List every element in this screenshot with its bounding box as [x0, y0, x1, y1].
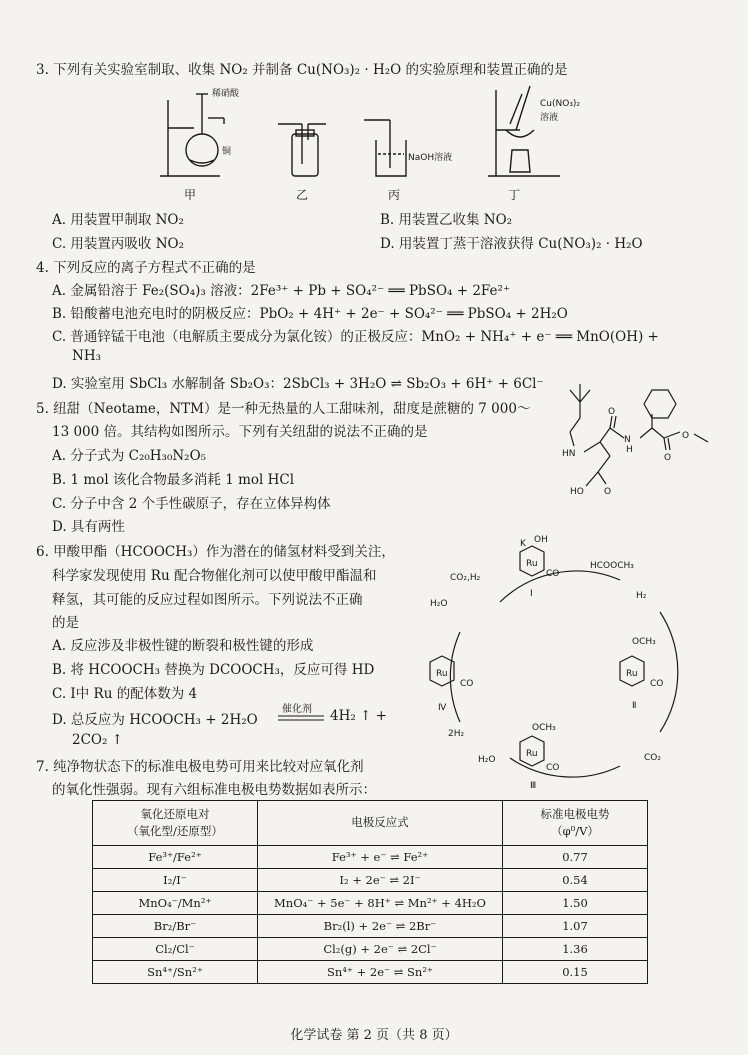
- roman-2: Ⅱ: [632, 701, 637, 711]
- label-h2o-bottom: H₂O: [478, 755, 496, 765]
- q4-option-c-cont: NH₃: [72, 348, 101, 364]
- table-row: I₂/I⁻ I₂ + 2e⁻ ⇌ 2I⁻ 0.54: [93, 869, 648, 892]
- label-naoh: NaOH溶液: [408, 153, 453, 163]
- q3-stem: 3. 下列有关实验室制取、收集 NO₂ 并制备 Cu(NO₃)₂ · H₂O 的实验原理和装置正确的是: [36, 62, 568, 78]
- apparatus-bing: [364, 120, 406, 176]
- potential-table: [92, 800, 648, 984]
- q5-option-a: A. 分子式为 C₂₀H₃₀N₂O₅: [52, 448, 207, 464]
- roman-4: Ⅳ: [438, 703, 447, 713]
- q6-option-d-catalyst: 催化剂: [282, 704, 312, 715]
- q5-option-c: C. 分子中含 2 个手性碳原子，存在立体异构体: [52, 496, 331, 512]
- equilibrium-arrow: [278, 714, 326, 722]
- oh-1: OH: [534, 535, 548, 545]
- q6-stem-line4: 的是: [52, 615, 79, 631]
- q3-option-d: D. 用装置丁蒸干溶液获得 Cu(NO₃)₂ · H₂O: [380, 236, 643, 252]
- table-row: MnO₄⁻/Mn²⁺ MnO₄⁻ + 5e⁻ + 8H⁺ ⇌ Mn²⁺ + 4H₂O 1.50: [93, 892, 648, 915]
- ru-4: Ru: [436, 669, 448, 679]
- co-3: CO: [546, 763, 560, 773]
- roman-3: Ⅲ: [530, 781, 537, 791]
- label-h2-right: H₂: [636, 591, 647, 601]
- caption-yi: 乙: [295, 188, 308, 202]
- apparatus-yi: [278, 124, 326, 176]
- label-2h2: 2H₂: [448, 729, 465, 739]
- ru-2: Ru: [626, 669, 638, 679]
- q6-option-d-part2: 4H₂ ↑ +: [330, 708, 387, 724]
- label-co2: CO₂: [644, 753, 661, 763]
- table-row: Cl₂/Cl⁻ Cl₂(g) + 2e⁻ ⇌ 2Cl⁻ 1.36: [93, 938, 648, 961]
- label-o3: O: [682, 431, 690, 441]
- label-o4: O: [604, 487, 612, 497]
- q5-stem-line2: 13 000 倍。其结构如图所示。下列有关纽甜的说法不正确的是: [52, 424, 428, 440]
- q3-apparatus-figure: [150, 80, 590, 188]
- label-n: N: [624, 435, 631, 445]
- apparatus-jia: [160, 94, 224, 176]
- q4-option-a: A. 金属铅溶于 Fe₂(SO₄)₃ 溶液：2Fe³⁺ + Pb + SO₄²⁻ ══ PbSO₄ + 2Fe²⁺: [52, 283, 511, 299]
- co-4: CO: [460, 679, 474, 689]
- header-potential: 标准电极电势 （φ⁰/V）: [503, 801, 648, 846]
- q6-option-d-part3: 2CO₂ ↑: [72, 732, 124, 748]
- q5-option-b: B. 1 mol 该化合物最多消耗 1 mol HCl: [52, 472, 295, 488]
- q6-stem-line3: 释氢，其可能的反应过程如图所示。下列说法不正确: [52, 592, 363, 608]
- label-cuno3: Cu(NO₃)₂: [540, 99, 581, 109]
- co-2: CO: [650, 679, 664, 689]
- label-acid: 稀硝酸: [212, 89, 240, 99]
- catalytic-cycle-figure: [420, 532, 720, 804]
- neotame-structure: [540, 380, 720, 510]
- q7-stem-line2: 的氧化性强弱。现有六组标准电极电势数据如表所示：: [52, 782, 376, 798]
- q6-option-d-part1: D. 总反应为 HCOOCH₃ + 2H₂O: [52, 712, 258, 728]
- table-row: Sn⁴⁺/Sn²⁺ Sn⁴⁺ + 2e⁻ ⇌ Sn²⁺ 0.15: [93, 961, 648, 984]
- label-o1: O: [608, 407, 616, 417]
- q5-stem-line1: 5. 纽甜（Neotame，NTM）是一种无热量的人工甜味剂，甜度是蔗糖的 7 000～: [36, 401, 531, 417]
- label-ho: HO: [570, 487, 584, 497]
- header-pair: 氧化还原电对 （氧化型/还原型）: [93, 801, 258, 846]
- label-hn: HN: [562, 449, 576, 459]
- label-o2: O: [664, 453, 672, 463]
- och3-3: OCH₃: [532, 723, 556, 733]
- q6-option-b: B. 将 HCOOCH₃ 替换为 DCOOCH₃，反应可得 HD: [52, 662, 375, 678]
- q6-stem-line1: 6. 甲酸甲酯（HCOOCH₃）作为潜在的储氢材料受到关注，: [36, 544, 395, 560]
- table-header: [93, 801, 648, 846]
- label-copper: 铜: [222, 147, 232, 157]
- ru-3: Ru: [526, 749, 538, 759]
- q3-option-c: C. 用装置丙吸收 NO₂: [52, 236, 185, 252]
- co-1: CO: [546, 569, 560, 579]
- q6-stem-line2: 科学家发现使用 Ru 配合物催化剂可以使甲酸甲酯温和: [52, 568, 377, 584]
- label-h2o-left: H₂O: [430, 599, 448, 609]
- och3-2: OCH₃: [632, 637, 656, 647]
- q4-stem: 4. 下列反应的离子方程式不正确的是: [36, 260, 256, 276]
- k-1: K: [520, 539, 526, 549]
- q5-option-d: D. 具有两性: [52, 519, 125, 535]
- ru-1: Ru: [526, 559, 538, 569]
- label-solution: 溶液: [540, 113, 559, 123]
- table-row: Fe³⁺/Fe²⁺ Fe³⁺ + e⁻ ⇌ Fe²⁺ 0.77: [93, 846, 648, 869]
- q4-option-d: D. 实验室用 SbCl₃ 水解制备 Sb₂O₃：2SbCl₃ + 3H₂O ⇌ Sb₂O₃ + 6H⁺ + 6Cl⁻: [52, 376, 544, 392]
- roman-1: Ⅰ: [530, 589, 533, 599]
- header-reaction: 电极反应式: [258, 801, 503, 846]
- q4-option-b: B. 铅酸蓄电池充电时的阴极反应：PbO₂ + 4H⁺ + 2e⁻ + SO₄²⁻ ══ PbSO₄ + 2H₂O: [52, 306, 568, 322]
- table-row: Br₂/Br⁻ Br₂(l) + 2e⁻ ⇌ 2Br⁻ 1.07: [93, 915, 648, 938]
- q3-option-b: B. 用装置乙收集 NO₂: [380, 212, 513, 228]
- q3-option-a: A. 用装置甲制取 NO₂: [52, 212, 184, 228]
- q6-option-a: A. 反应涉及非极性键的断裂和极性键的形成: [52, 638, 314, 654]
- q6-option-c: C. Ⅰ中 Ru 的配体数为 4: [52, 686, 198, 702]
- caption-ding: 丁: [507, 188, 520, 202]
- label-co2-h2: CO₂,H₂: [450, 573, 481, 583]
- page-footer: 化学试卷 第 2 页（共 8 页）: [290, 1028, 458, 1043]
- label-h: H: [626, 445, 633, 455]
- caption-bing: 丙: [387, 188, 400, 202]
- caption-jia: 甲: [183, 188, 196, 202]
- label-hcooch3: HCOOCH₃: [590, 561, 634, 571]
- q4-option-c: C. 普通锌锰干电池（电解质主要成分为氯化铵）的正极反应：MnO₂ + NH₄⁺ + e⁻ ══ MnO(OH) +: [52, 329, 659, 345]
- q7-stem-line1: 7. 纯净物状态下的标准电极电势可用来比较对应氧化剂: [36, 759, 364, 775]
